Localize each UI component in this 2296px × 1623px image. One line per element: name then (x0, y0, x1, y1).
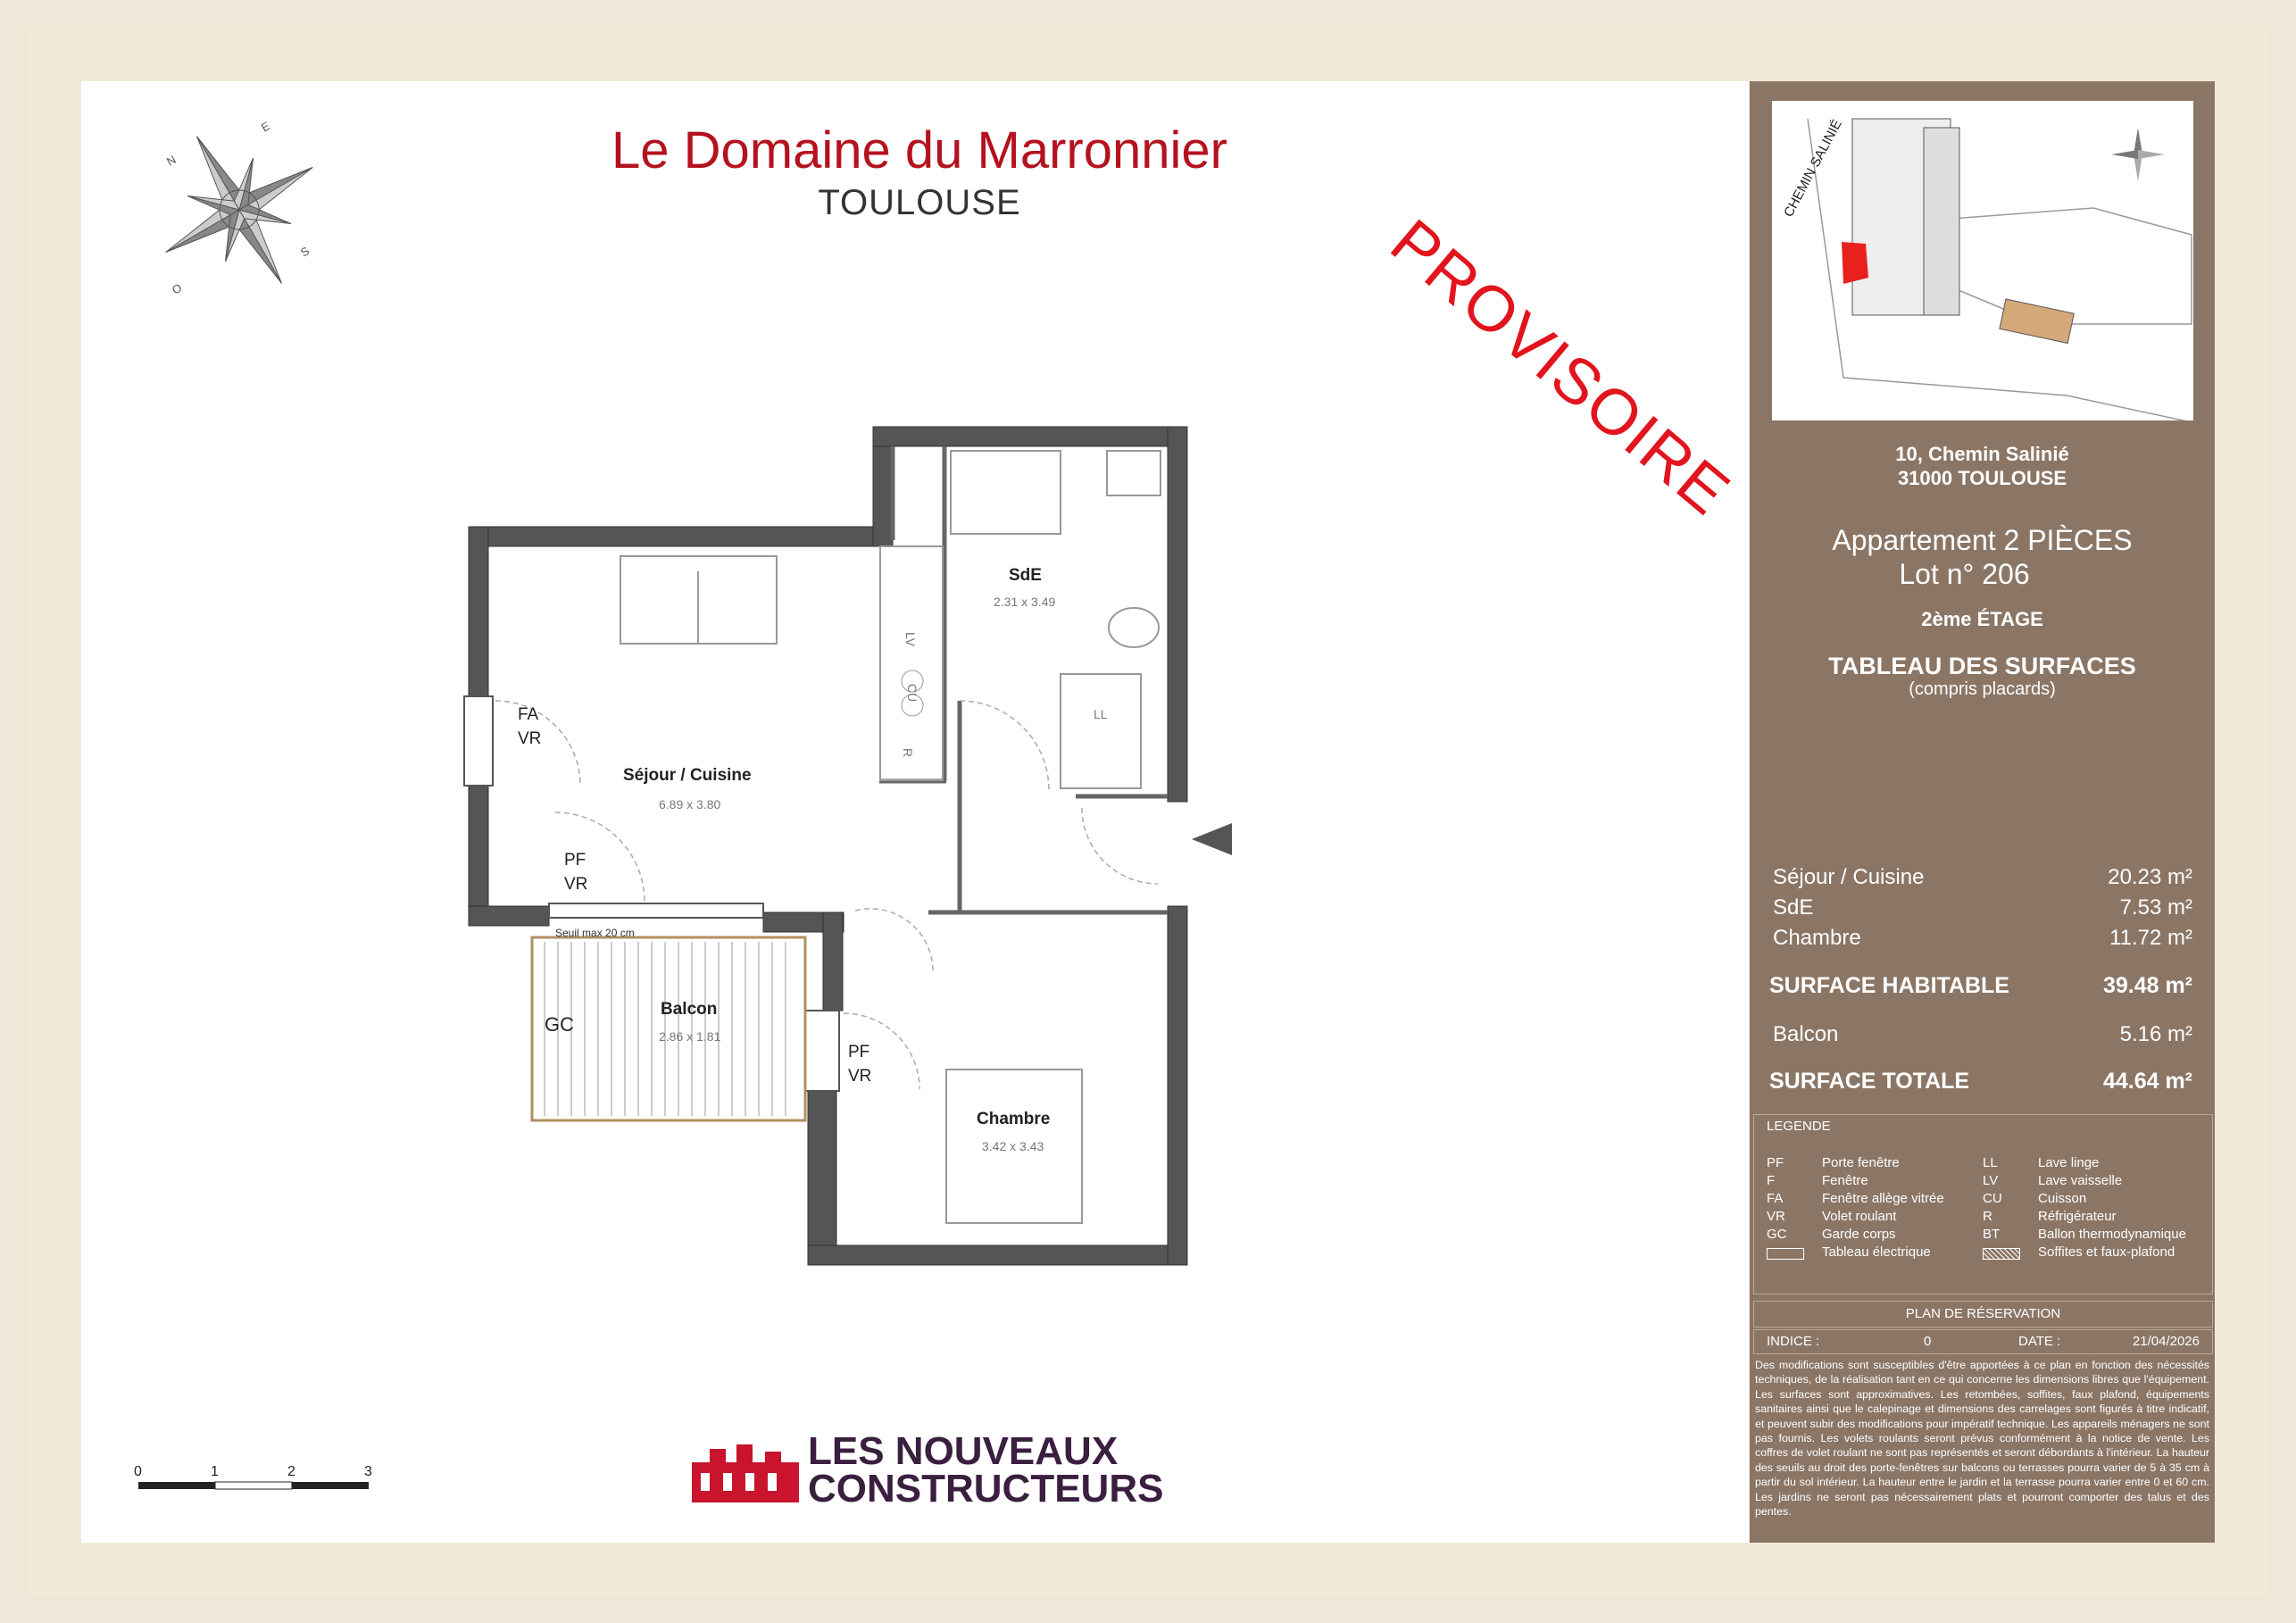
legend-text: Soffites et faux-plafond (2038, 1244, 2175, 1260)
apartment-type: Appartement 2 PIÈCES (1832, 524, 2133, 556)
legend-text: Garde corps (1822, 1227, 1896, 1242)
label-seuil: Seuil max 20 cm (555, 927, 635, 939)
room-sejour-label: Séjour / Cuisine (623, 766, 752, 785)
room-chambre-dim: 3.42 x 3.43 (982, 1139, 1044, 1153)
scale-bar (134, 1477, 384, 1495)
surface-name: SURFACE HABITABLE (1769, 973, 2009, 998)
surface-name: Balcon (1773, 1022, 1839, 1046)
surface-value: 5.16 m² (2119, 1022, 2192, 1046)
legal-disclaimer: Des modifications sont susceptibles d'être apportées à ce plan en fonction des nécessités techniques, de la réalisation tant en ce qui concerne les dimensions libres que l'équipement. Les surfaces sont approximatives. Les retombées, soffites, faux plafond, équipements sanitaires ainsi que le calepinage et dimensions des carrelages sont figurés à titre indicatif, et peuvent subir des modifications pour impératif technique. Les appareils ménagers ne sont pas fournis. Les volets roulants seront prévus conformément à la notice de vente. Les coffres de volet roulant ne sont pas représentés et seront débordants à l'intérieur. La hauteur des seuils au droit des porte-fenêtres sur balcons ou terrasses pourra varier de 5 à 35 cm à partir du sol intérieur. La hauteur entre le jardin et la terrasse pourra varier entre 0 et 60 cm. Les jardins ne seront pas nécessairement plats et pourront comporter des talus et des pentes. (1755, 1359, 2209, 1519)
address-line1: 10, Chemin Salinié (1895, 443, 2069, 465)
room-sejour-dim: 6.89 x 3.80 (659, 797, 721, 812)
surface-row-chambre (1773, 926, 2192, 951)
plan-reservation-label: PLAN DE RÉSERVATION (1753, 1301, 2213, 1328)
surface-name: Séjour / Cuisine (1773, 865, 1925, 889)
legend-code: LL (1983, 1155, 1998, 1170)
address-line2: 31000 TOULOUSE (1897, 467, 2067, 489)
surface-row-sde (1773, 895, 2192, 920)
legend-text: Tableau électrique (1822, 1244, 1931, 1260)
surface-row-balcon (1773, 1022, 2192, 1047)
legend-box (1753, 1114, 2213, 1294)
nouveaux-constructeurs-logo-icon (692, 1444, 799, 1502)
room-chambre-label: Chambre (977, 1110, 1051, 1128)
compass-s: S (298, 244, 312, 260)
compass-e: E (259, 119, 273, 135)
legend-code: R (1983, 1209, 1992, 1224)
info-sidebar (1750, 81, 2215, 1543)
scale-3: 3 (364, 1464, 372, 1479)
compass-n: N (164, 152, 179, 169)
legend-text: Lave vaisselle (2038, 1173, 2123, 1188)
scale-2: 2 (287, 1464, 295, 1479)
provisoire-stamp: PROVISOIRE (1377, 205, 1743, 529)
surfaces-table-subtitle: (compris placards) (1909, 679, 2056, 699)
legend-code: GC (1767, 1227, 1787, 1242)
legend-text: Lave linge (2038, 1155, 2100, 1170)
surface-name: Chambre (1773, 926, 1861, 950)
room-sde-label: SdE (1009, 566, 1042, 585)
label-r: R (901, 747, 916, 758)
surface-value: 20.23 m² (2108, 865, 2192, 889)
surface-habitable-row (1769, 973, 2192, 999)
floor-level: 2ème ÉTAGE (1921, 608, 2043, 630)
label-lv: LV (903, 631, 919, 647)
surfaces-table-title: TABLEAU DES SURFACES (1828, 653, 2136, 679)
legend-code: BT (1983, 1227, 2001, 1242)
legend-text: Cuisson (2038, 1191, 2087, 1206)
legend-title: LEGENDE (1767, 1119, 1831, 1134)
surface-name: SdE (1773, 895, 1814, 920)
legend-code: CU (1983, 1191, 2002, 1206)
label-ll: LL (1094, 707, 1108, 721)
legend-text: Fenêtre (1822, 1173, 1868, 1188)
map-street-label: CHEMIN SALINIÉ (1781, 117, 1845, 220)
footer-logo-text (808, 1429, 1164, 1511)
surface-value: 11.72 m² (2109, 926, 2192, 950)
room-sde-dim: 2.31 x 3.49 (994, 595, 1056, 609)
date-label: DATE : (2018, 1334, 2061, 1349)
legend-code: FA (1767, 1191, 1784, 1206)
room-balcon-dim: 2.86 x 1.81 (659, 1029, 721, 1044)
surface-row-sejour (1773, 865, 2192, 890)
footer-logo-line2: CONSTRUCTEURS (808, 1467, 1164, 1511)
scale-0: 0 (134, 1464, 142, 1479)
legend-code: LV (1983, 1173, 1999, 1188)
room-balcon-label: Balcon (661, 1000, 718, 1019)
compass-o: O (170, 280, 185, 297)
label-vr-2: VR (564, 875, 588, 894)
label-pf-1: PF (564, 851, 586, 870)
legend-text: Volet roulant (1822, 1209, 1897, 1224)
legend-text: Ballon thermodynamique (2038, 1227, 2186, 1242)
legend-text: Fenêtre allège vitrée (1822, 1191, 1944, 1206)
surface-value: 7.53 m² (2119, 895, 2192, 920)
label-vr-1: VR (518, 729, 542, 748)
indice-value: 0 (1924, 1334, 1932, 1349)
legend-code: PF (1767, 1155, 1784, 1170)
surface-totale-row (1769, 1069, 2192, 1094)
label-vr-3: VR (848, 1067, 872, 1086)
scale-1: 1 (211, 1464, 219, 1479)
label-cu: CU (905, 683, 920, 703)
project-city: TOULOUSE (818, 183, 1021, 222)
legend-code: VR (1767, 1209, 1785, 1224)
surface-value: 44.64 m² (2102, 1069, 2192, 1094)
project-title: Le Domaine du Marronnier (611, 121, 1227, 179)
lot-number: Lot n° 206 (1899, 558, 2030, 590)
indice-date-row (1753, 1329, 2213, 1354)
indice-label: INDICE : (1767, 1334, 1820, 1349)
label-pf-2: PF (848, 1043, 870, 1061)
tableau-electrique-icon (1767, 1248, 1804, 1260)
footer-logo-line1: LES NOUVEAUX (808, 1429, 1119, 1473)
legend-code: F (1767, 1173, 1776, 1188)
legend-text: Porte fenêtre (1822, 1155, 1900, 1170)
site-map (1772, 101, 2193, 420)
surface-value: 39.48 m² (2102, 973, 2192, 998)
soffite-hatch-icon (1983, 1248, 2020, 1260)
legend-text: Réfrigérateur (2038, 1209, 2117, 1224)
label-gc: GC (545, 1013, 574, 1036)
label-fa: FA (518, 705, 539, 724)
date-value: 21/04/2026 (2132, 1334, 2200, 1349)
surface-name: SURFACE TOTALE (1769, 1069, 1970, 1094)
